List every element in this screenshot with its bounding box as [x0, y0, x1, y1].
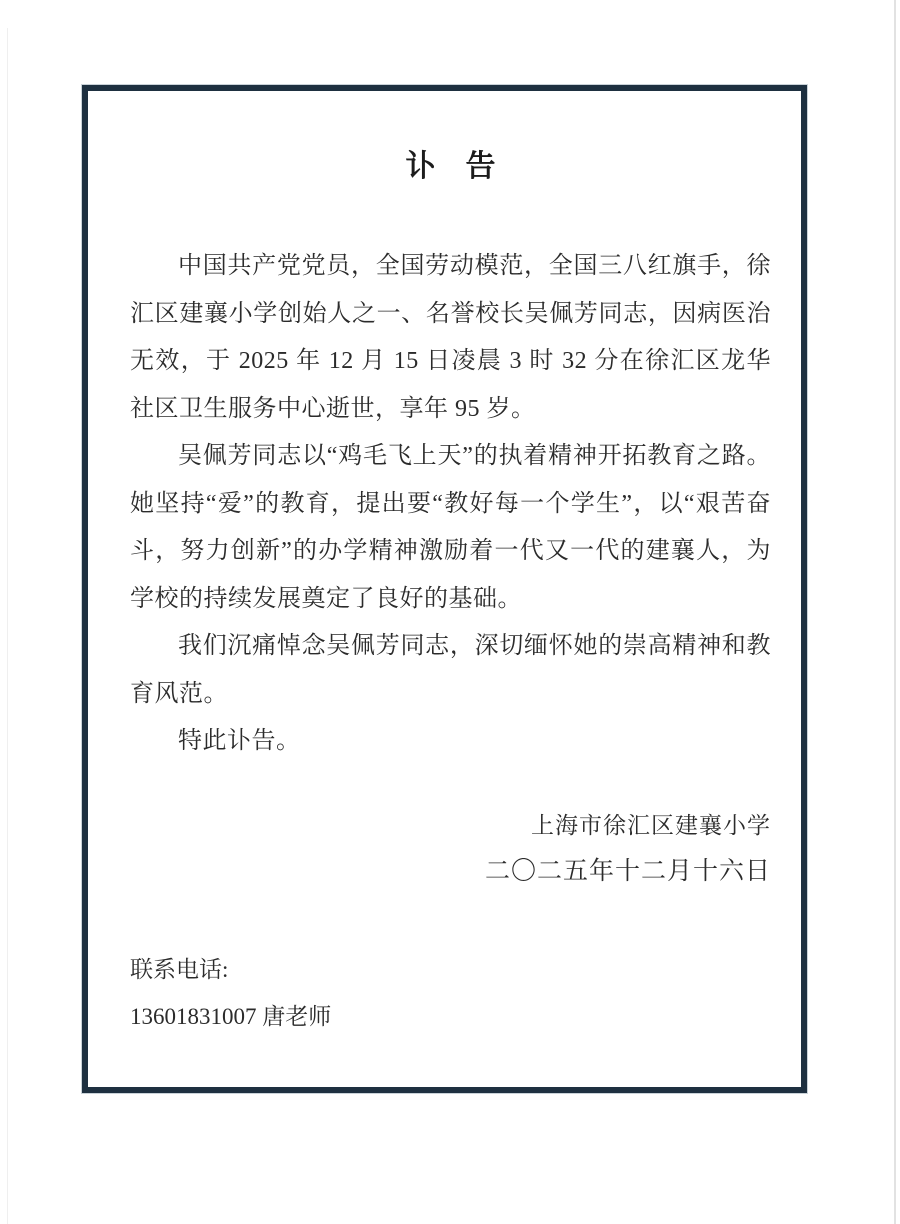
- signature-block: [130, 806, 771, 894]
- signature-date: 二〇二五年十二月十六日: [484, 857, 771, 885]
- notice-content: [88, 91, 801, 1087]
- notice-border-frame: [82, 85, 807, 1093]
- signature-school-name: 上海市徐汇区建襄小学: [531, 812, 771, 838]
- scan-edge-right: [894, 0, 896, 1224]
- paragraph-life-achievements: 吴佩芳同志以“鸡毛飞上天”的执着精神开拓教育之路。她坚持“爱”的教育，提出要“教好每一个学生”，以“艰苦奋斗，努力创新”的办学精神激励着一代又一代的建襄人，为学校的持续发展奠定了良好的基础。: [130, 443, 771, 612]
- notice-title: 讣 告: [405, 150, 496, 183]
- scan-edge-left: [7, 28, 8, 1224]
- contact-phone: 13601831007 唐老师: [130, 1003, 332, 1029]
- paragraph-deceased-info: 中国共产党党员，全国劳动模范，全国三八红旗手，徐汇区建襄小学创始人之一、名誉校长吴佩芳同志，因病医治无效，于 2025 年 12 月 15 日凌晨 3 时 32 分在徐汇区龙华社区卫生服务中心逝世，享年 95 岁。: [130, 253, 771, 422]
- paragraph-mourning: 我们沉痛悼念吴佩芳同志，深切缅怀她的崇高精神和教育风范。: [130, 633, 771, 707]
- paragraph-closing: 特此讣告。: [178, 728, 301, 754]
- contact-block: [130, 946, 771, 1040]
- contact-label: 联系电话:: [130, 956, 229, 982]
- notice-body: [130, 243, 771, 766]
